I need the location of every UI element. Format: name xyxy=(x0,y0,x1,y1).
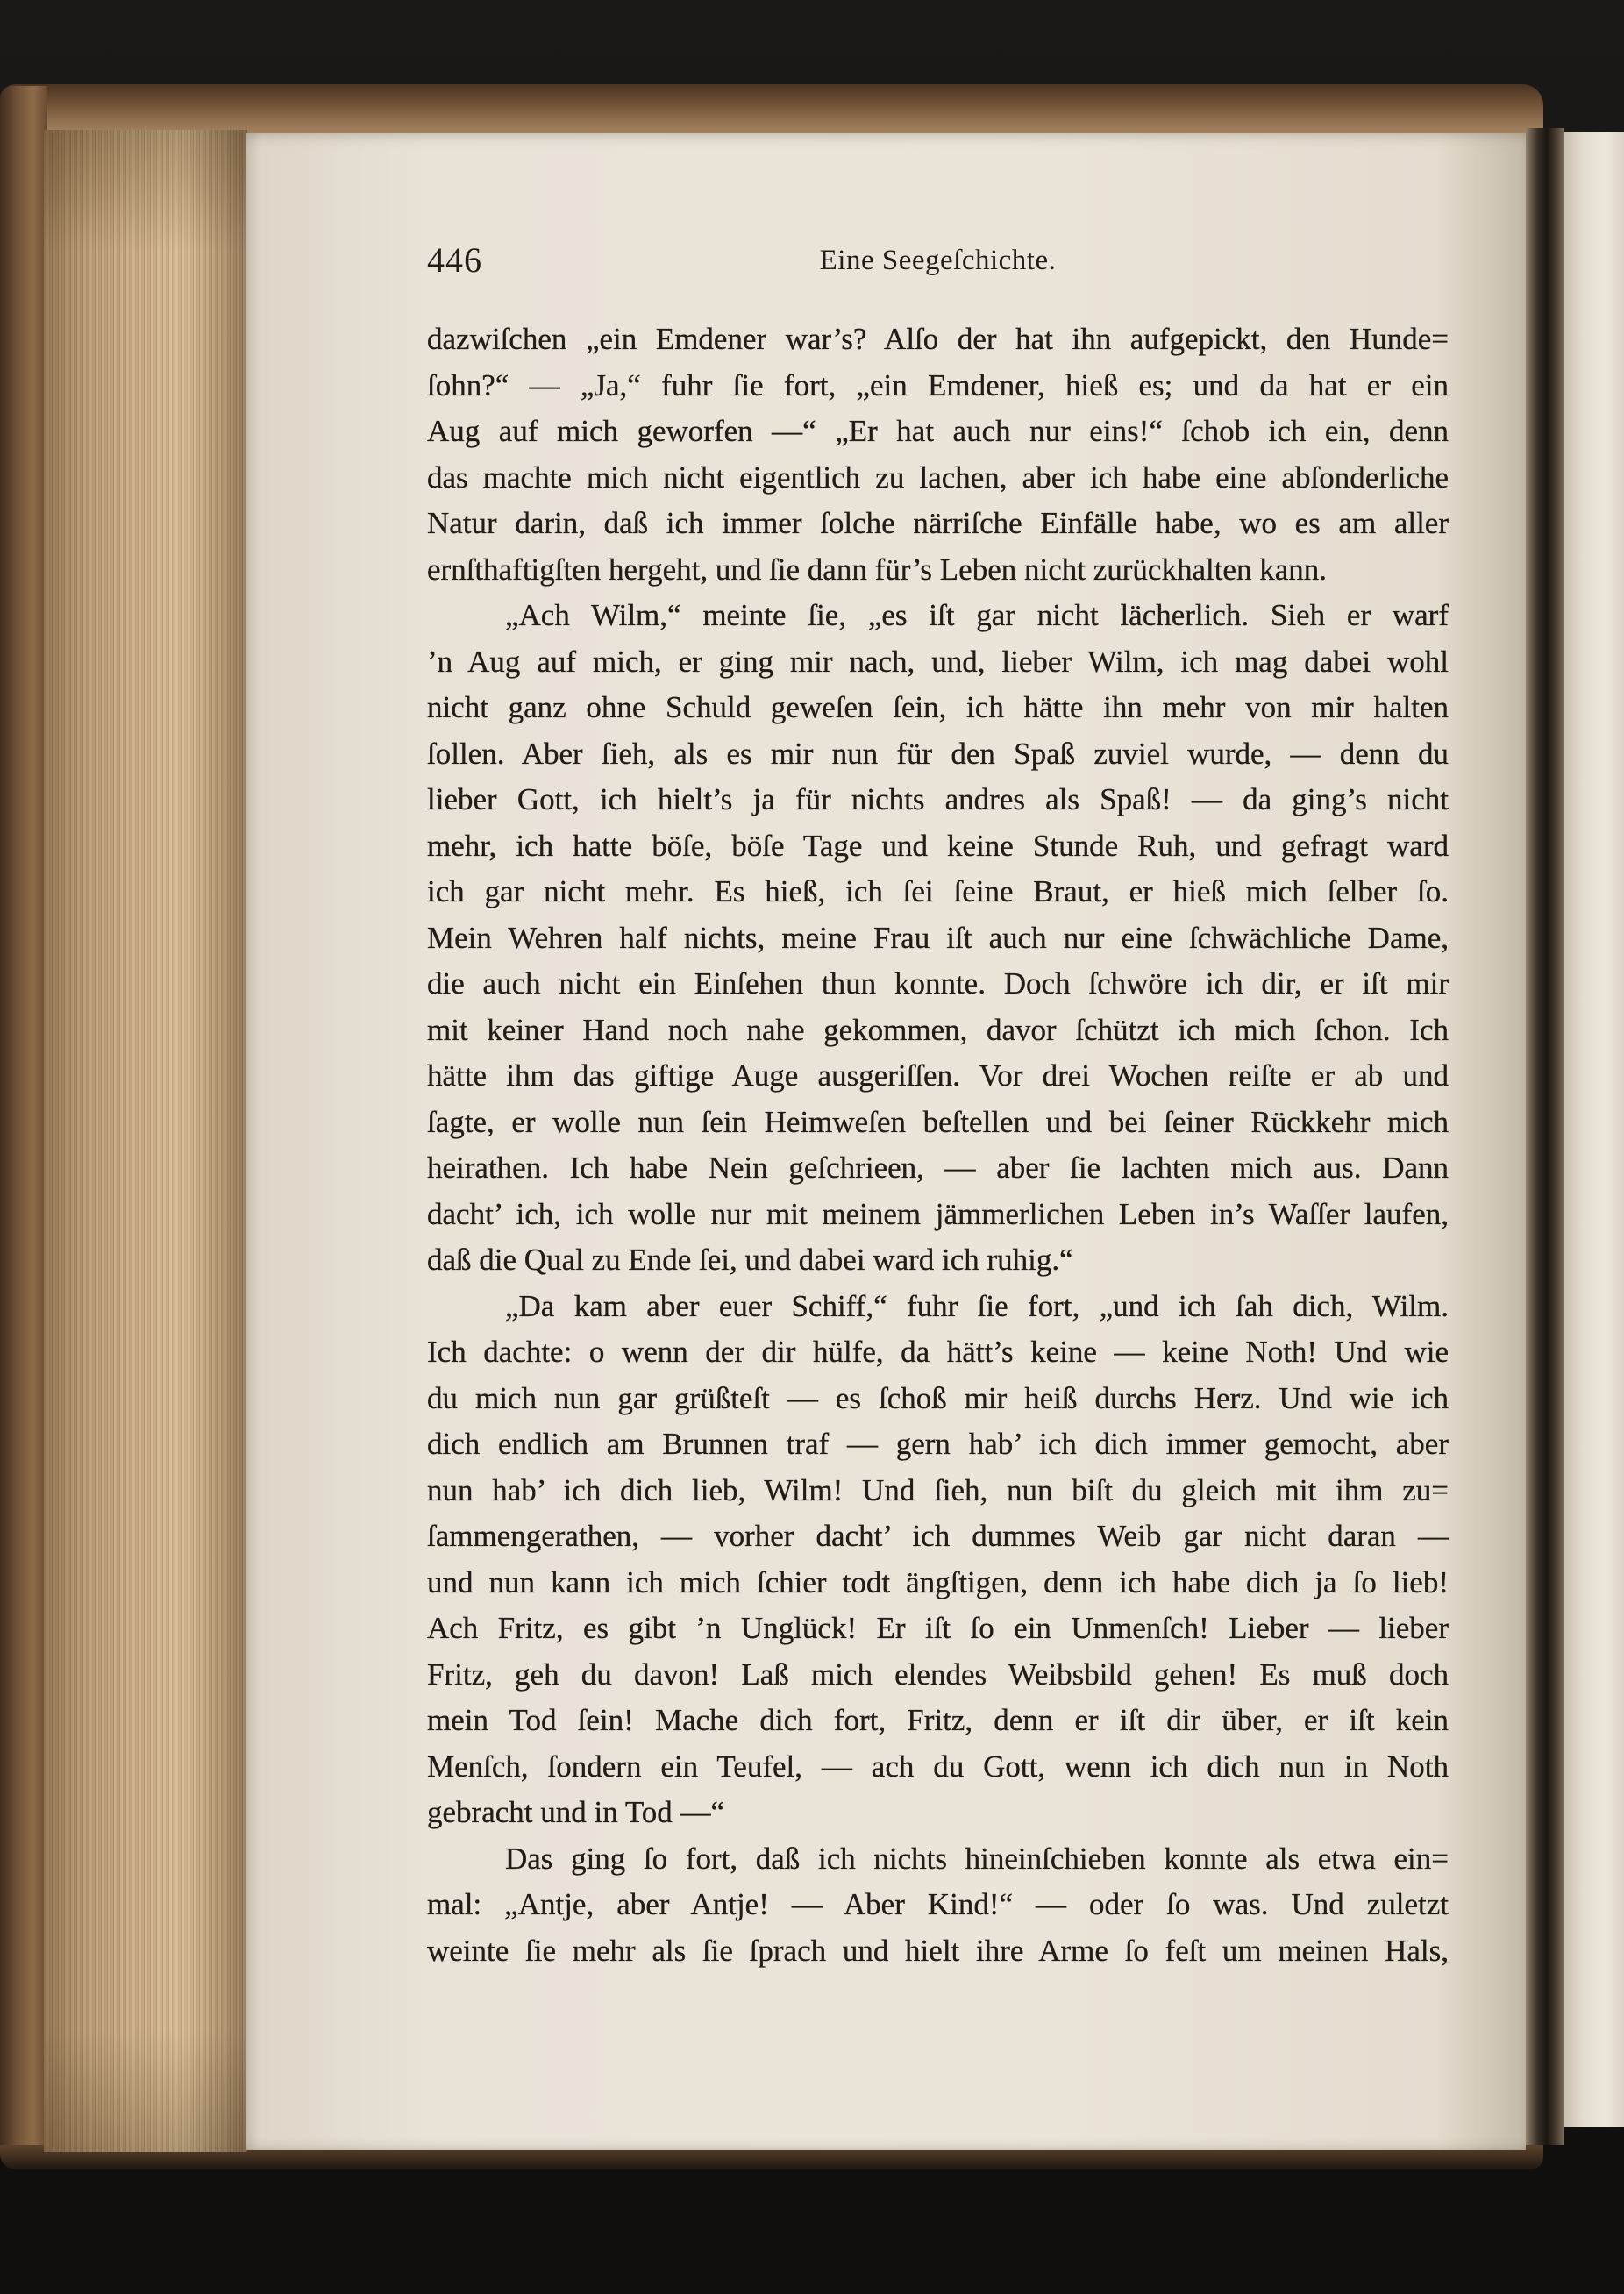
text-line: dazwiſchen „ein Emdener war’s? Alſo der hat ihn aufgepickt, den Hunde= xyxy=(427,322,1449,356)
text-line: „Ach Wilm,“ meinte ſie, „es iſt gar nicht lächerlich. Sieh er warf xyxy=(505,598,1449,632)
text-line: ich gar nicht mehr. Es hieß, ich ſei ſeine Braut, er hieß mich ſelber ſo. xyxy=(427,874,1449,908)
text-line: nun hab’ ich dich lieb, Wilm! Und ſieh, nun biſt du gleich mit ihm zu= xyxy=(427,1472,1449,1507)
text-line: du mich nun gar grüßteſt — es ſchoß mir heiß durchs Herz. Und wie ich xyxy=(427,1380,1449,1415)
text-line: Ich dachte: o wenn der dir hülfe, da hätt’s keine — keine Noth! Und wie xyxy=(427,1335,1449,1369)
text-line: weinte ſie mehr als ſie ſprach und hielt ihre Arme ſo feſt um meinen Hals, xyxy=(427,1933,1449,1968)
text-line: mal: „Antje, aber Antje! — Aber Kind!“ — oder ſo was. Und zuletzt xyxy=(427,1887,1449,1921)
book-fore-edge xyxy=(44,130,247,2152)
book-cover-left-edge xyxy=(0,86,47,2166)
text-line: mein Tod ſein! Mache dich fort, Fritz, denn er iſt dir über, er iſt kein xyxy=(427,1703,1449,1737)
running-head-title: Eine Seegeſchichte. xyxy=(819,245,1057,276)
text-line: Ach Fritz, es gibt ’n Unglück! Er iſt ſo ein Unmenſch! Lieber — lieber xyxy=(427,1611,1449,1645)
text-line: gebracht und in Tod —“ xyxy=(427,1795,725,1829)
text-line: Natur darin, daß ich immer ſolche närriſche Einfälle habe, wo es am aller xyxy=(427,506,1449,540)
text-line: Aug auf mich geworfen —“ „Er hat auch nur eins!“ ſchob ich ein, denn xyxy=(427,414,1449,448)
text-line: ſammengerathen, — vorher dacht’ ich dummes Weib gar nicht daran — xyxy=(427,1519,1449,1553)
text-line: hätte ihm das giftige Auge ausgeriſſen. Vor drei Wochen reiſte er ab und xyxy=(427,1058,1449,1093)
running-head xyxy=(427,238,1449,283)
text-line: nicht ganz ohne Schuld geweſen ſein, ich hätte ihn mehr von mir halten xyxy=(427,690,1449,724)
text-line: und nun kann ich mich ſchier todt ängſtigen, denn ich habe dich ja ſo lieb! xyxy=(427,1564,1449,1599)
text-line: Menſch, ſondern ein Teufel, — ach du Gott, wenn ich dich nun in Noth xyxy=(427,1749,1449,1784)
text-line: dich endlich am Brunnen traf — gern hab’ ich dich immer gemocht, aber xyxy=(427,1427,1449,1461)
text-line: Das ging ſo fort, daß ich nichts hineinſchieben konnte als etwa ein= xyxy=(505,1841,1449,1876)
text-line: Fritz, geh du davon! Laß mich elendes Weibsbild gehen! Es muß doch xyxy=(427,1656,1449,1692)
text-line: heirathen. Ich habe Nein geſchrieen, — aber ſie lachten mich aus. Dann xyxy=(427,1151,1449,1185)
text-line: daß die Qual zu Ende ſei, und dabei ward ich ruhig.“ xyxy=(427,1243,1073,1277)
page-number: 446 xyxy=(427,240,482,280)
text-line: ſagte, er wolle nun ſein Heimweſen beſtellen und bei ſeiner Rückkehr mich xyxy=(427,1104,1449,1139)
book-page xyxy=(246,133,1526,2150)
text-line: „Da kam aber euer Schiff,“ fuhr ſie fort, „und ich ſah dich, Wilm. xyxy=(505,1288,1449,1323)
text-line: das machte mich nicht eigentlich zu lachen, aber ich habe eine abſonderliche xyxy=(427,460,1449,495)
text-line: Mein Wehren half nichts, meine Frau iſt auch nur eine ſchwächliche Dame, xyxy=(427,920,1449,955)
body-text xyxy=(427,317,1449,1974)
facing-page-edge xyxy=(1564,132,1624,2127)
text-line: ſollen. Aber ſieh, als es mir nun für den Spaß zuviel wurde, — denn du xyxy=(427,736,1449,771)
text-line: dacht’ ich, ich wolle nur mit meinem jämmerlichen Leben in’s Waſſer laufen, xyxy=(427,1196,1449,1231)
text-line: die auch nicht ein Einſehen thun konnte. Doch ſchwöre ich dir, er iſt mir xyxy=(427,966,1449,1001)
text-line: mit keiner Hand noch nahe gekommen, davor ſchützt ich mich ſchon. Ich xyxy=(427,1012,1449,1047)
text-line: ’n Aug auf mich, er ging mir nach, und, lieber Wilm, ich mag dabei wohl xyxy=(427,644,1449,679)
book-gutter xyxy=(1526,128,1564,2145)
text-line: mehr, ich hatte böſe, böſe Tage und keine Stunde Ruh, und gefragt ward xyxy=(427,828,1449,863)
text-line: ſohn?“ — „Ja,“ fuhr ſie fort, „ein Emdener, hieß es; und da hat er ein xyxy=(427,367,1449,403)
text-line: lieber Gott, ich hielt’s ja für nichts andres als Spaß! — da ging’s nicht xyxy=(427,782,1449,816)
text-line: ernſthaftigſten hergeht, und ſie dann für’s Leben nicht zurückhalten kann. xyxy=(427,552,1328,587)
